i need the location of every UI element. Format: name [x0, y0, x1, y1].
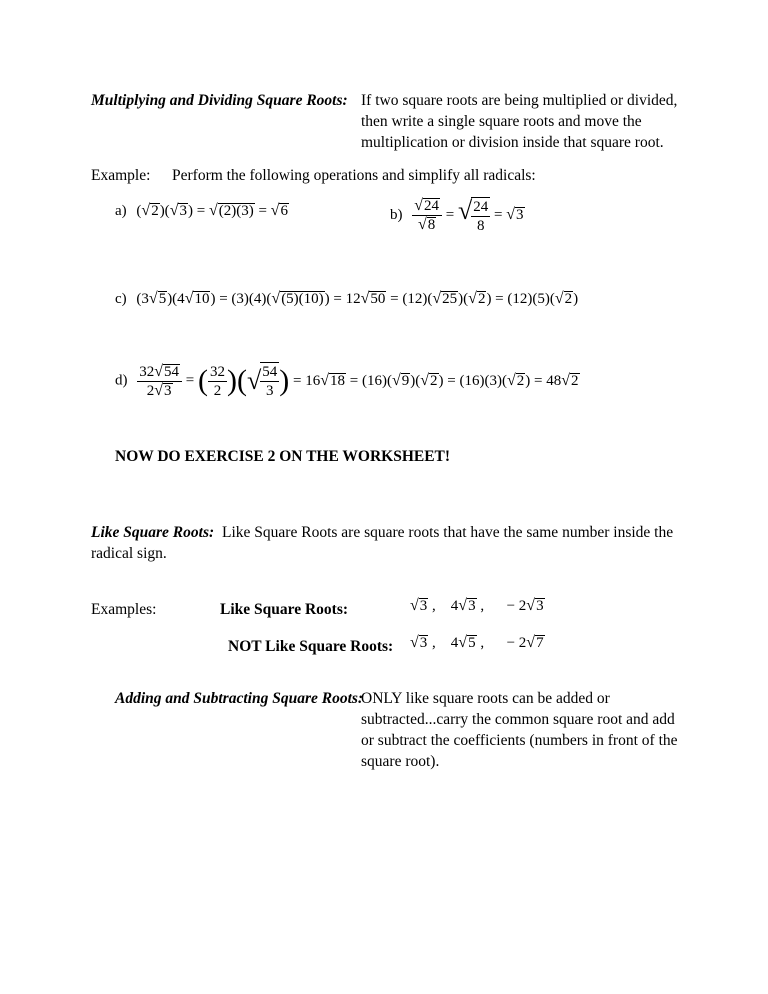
example-label: Example:	[91, 167, 151, 184]
example-a: a) (√2)(√3) = √(2)(3) = √6	[115, 202, 288, 219]
like-label: Like Square Roots:	[220, 601, 349, 618]
example-b: b) $\frac{√24}{√8}$ = √ $\frac{24}{8}$ = √3	[390, 196, 524, 234]
like-examples: √3 , 4√3 , − 2√3	[410, 597, 544, 614]
adding-subtracting-heading: Adding and Subtracting Square Roots:	[115, 690, 364, 707]
multiplying-dividing-heading: Multiplying and Dividing Square Roots:	[91, 92, 348, 109]
not-like-label: NOT Like Square Roots:	[228, 638, 394, 655]
like-square-roots-heading: Like Square Roots:	[91, 524, 215, 541]
like-square-roots-text: Like Square Roots are square roots that have the same number inside the radical sign.	[91, 524, 674, 562]
example-a-label: a)	[115, 203, 127, 219]
examples-label: Examples:	[91, 601, 157, 618]
example-instruction: Perform the following operations and simplify all radicals:	[172, 167, 536, 184]
like-square-roots-definition	[91, 522, 691, 564]
adding-subtracting-text: ONLY like square roots can be added or subtracted...carry the common square root and add or subtract the coefficients (numbers in front of the square root).	[361, 690, 678, 770]
example-d: d) $\frac{32√54}{2√3}$ = ( $\frac{32}{2}$ )(√ $\frac{54}{3}$ ) = 16√18 = (16)(√9)(√2) = (16)(3)(√2) = 48√2	[115, 362, 579, 399]
example-b-label: b)	[390, 206, 403, 223]
example-c: c) (3√5)(4√10) = (3)(4)(√(5)(10)) = 12√50 = (12)(√25)(√2) = (12)(5)(√2)	[115, 290, 579, 307]
example-d-label: d)	[115, 372, 128, 389]
example-c-label: c)	[115, 291, 127, 307]
multiplying-dividing-text: If two square roots are being multiplied or divided, then write a single square roots and move the multiplication or division inside that square root.	[361, 92, 678, 151]
not-like-examples: √3 , 4√5 , − 2√7	[410, 634, 544, 651]
exercise-note: NOW DO EXERCISE 2 ON THE WORKSHEET!	[115, 448, 451, 465]
